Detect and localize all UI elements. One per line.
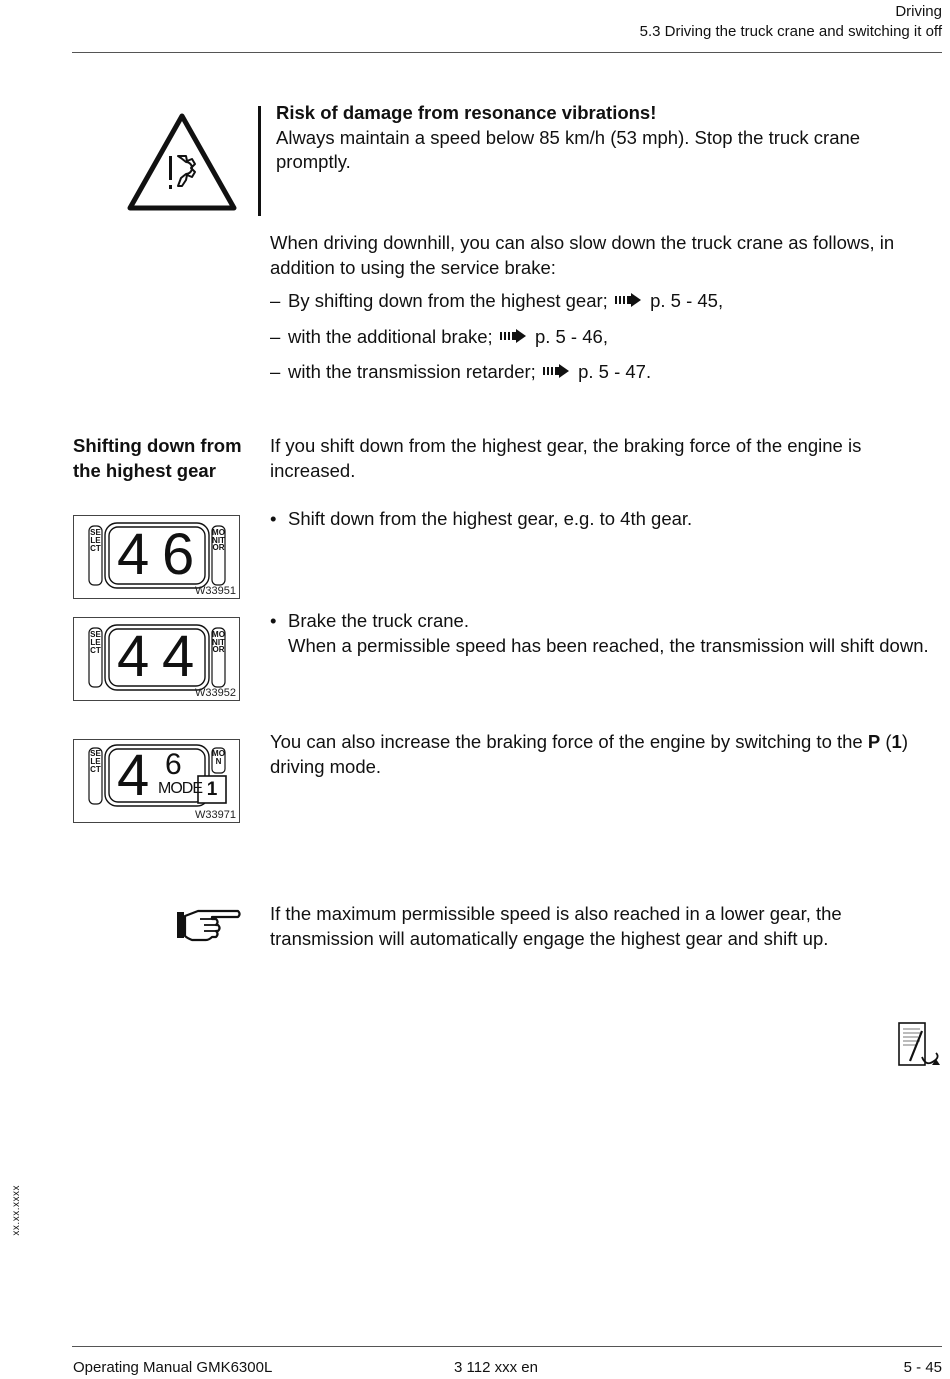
gear-display-3 xyxy=(73,739,240,823)
target-gear: 6 xyxy=(165,748,182,781)
page-reference[interactable]: p. 5 - 47. xyxy=(578,361,652,382)
header-chapter: Driving xyxy=(895,3,942,20)
target-gear: 6 xyxy=(162,522,195,587)
list-item: – By shifting down from the highest gear; p. 5 - 45, xyxy=(270,290,724,311)
footer-manual: Operating Manual GMK6300L xyxy=(73,1359,273,1376)
select-label: SELECT xyxy=(90,749,101,774)
arrow-reference-icon xyxy=(615,292,643,308)
note-text: If the maximum permissible speed is also reached in a lower gear, the transmission will automatically engage the highest gear and shift up. xyxy=(270,903,842,949)
footer-rule xyxy=(72,1346,942,1347)
warning-text: Always maintain a speed below 85 km/h (53 mph). Stop the truck crane promptly. xyxy=(276,126,861,172)
figure-code: W33951 xyxy=(195,585,236,597)
footer-doc-number: 3 112 xxx en xyxy=(454,1359,538,1376)
side-code: xx.xx.xxxx xyxy=(11,1185,22,1236)
document-end-icon xyxy=(896,1021,942,1071)
arrow-reference-icon xyxy=(500,328,528,344)
arrow-reference-icon xyxy=(543,363,571,379)
pointing-hand-icon xyxy=(176,908,242,944)
intro-block xyxy=(270,231,942,396)
intro-text: When driving downhill, you can also slow down the truck crane as follows, in addition to using the service brake: xyxy=(270,232,895,278)
page-reference[interactable]: p. 5 - 45, xyxy=(650,290,724,311)
warning-title: Risk of damage from resonance vibrations! xyxy=(276,102,657,123)
list-item: – with the transmission retarder; p. 5 - 47. xyxy=(270,361,652,382)
step-1: • Shift down from the highest gear, e.g. to 4th gear. xyxy=(270,508,693,529)
mode-label: MODE xyxy=(158,780,202,797)
header-rule xyxy=(72,52,942,53)
warning-triangle-icon xyxy=(126,112,238,212)
monitor-label: MONITOR xyxy=(212,528,225,553)
figure-code: W33952 xyxy=(195,687,236,699)
section-text: If you shift down from the highest gear, the braking force of the engine is increased. xyxy=(270,435,862,481)
monitor-label: MONITOR xyxy=(212,630,225,655)
gear-display-2 xyxy=(73,617,240,701)
select-label: SELECT xyxy=(90,528,101,554)
target-gear: 4 xyxy=(162,624,195,689)
section-heading: Shifting down from the highest gear xyxy=(73,435,242,481)
step-2: • Brake the truck crane. When a permissible speed has been reached, the transmission will shift down. xyxy=(270,610,929,656)
current-gear: 4 xyxy=(117,624,150,689)
warning-block xyxy=(276,101,936,175)
intro-list xyxy=(270,289,942,385)
gear-display-1 xyxy=(73,515,240,599)
mode-text: You can also increase the braking force of the engine by switching to the P (1) driving mode. xyxy=(270,731,908,777)
list-item: – with the additional brake; p. 5 - 46, xyxy=(270,325,608,347)
current-gear: 4 xyxy=(117,743,150,808)
monitor-label: MON xyxy=(212,749,225,766)
warning-bar xyxy=(258,106,261,216)
select-label: SELECT xyxy=(90,630,101,656)
figure-code: W33971 xyxy=(195,809,236,821)
current-gear: 4 xyxy=(117,522,150,587)
page-reference[interactable]: p. 5 - 46, xyxy=(534,325,608,347)
header-section: 5.3 Driving the truck crane and switching it off xyxy=(639,23,942,40)
footer-page-number: 5 - 45 xyxy=(903,1359,942,1376)
mode-value: 1 xyxy=(206,779,218,800)
